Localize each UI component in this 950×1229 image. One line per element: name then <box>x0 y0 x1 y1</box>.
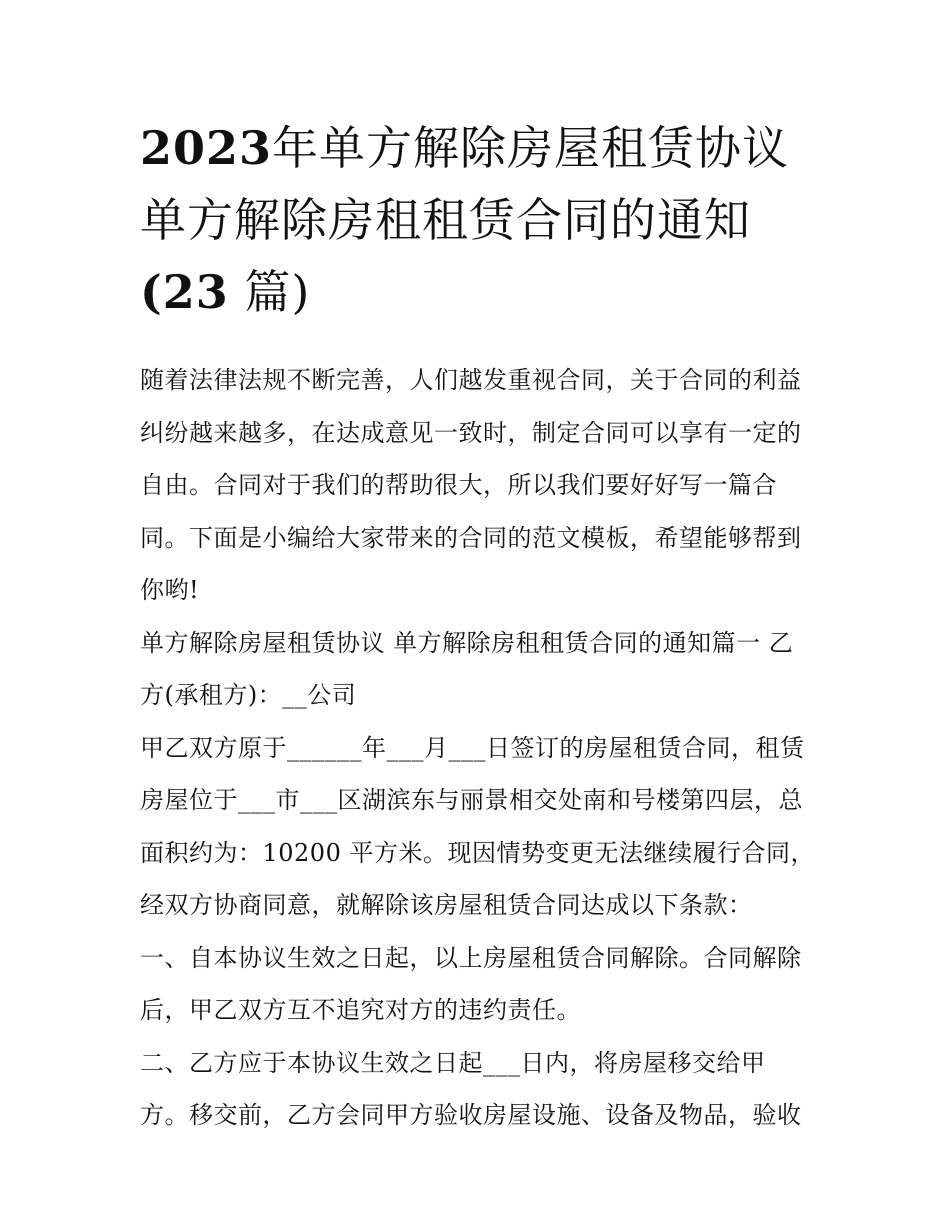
body-line: 自由。合同对于我们的帮助很大，所以我们要好好写一篇合 <box>140 471 777 499</box>
title-line-1 <box>140 112 820 184</box>
title-line-1-text: 年单方解除房屋租赁协议 <box>272 121 790 175</box>
body-line: 同。下面是小编给大家带来的合同的范文模板，希望能够帮到 <box>140 523 802 552</box>
title-line-2 <box>140 184 820 256</box>
body-line: 单方解除房屋租赁协议 单方解除房租租赁合同的通知篇一 乙 <box>140 628 794 657</box>
body-line: 甲乙双方原于______年___月___日签订的房屋租赁合同，租赁 <box>140 733 805 762</box>
document-body <box>140 354 820 1142</box>
title-line-3 <box>140 256 820 328</box>
title-year: 2023 <box>140 121 273 175</box>
title-line-3-text: 篇) <box>244 265 311 319</box>
body-line: 面积约为：10200 平方米。现因情势变更无法继续履行合同， <box>140 838 815 867</box>
body-line: 随着法律法规不断完善，人们越发重视合同，关于合同的利益 <box>140 366 802 394</box>
body-line: 一、自本协议生效之日起，以上房屋租赁合同解除。合同解除 <box>140 943 802 972</box>
body-line: 经双方协商同意，就解除该房屋租赁合同达成以下条款： <box>140 891 753 919</box>
body-line: 方(承租方)：__公司 <box>140 681 357 709</box>
body-line: 房屋位于___市___区湖滨东与丽景相交处南和号楼第四层，总 <box>140 786 803 814</box>
body-line: 后，甲乙双方互不追究对方的违约责任。 <box>140 996 581 1024</box>
body-line: 你哟! <box>140 576 200 604</box>
document-title <box>140 112 820 328</box>
title-count: (23 <box>140 265 229 319</box>
body-line: 二、乙方应于本协议生效之日起___日内，将房屋移交给甲 <box>140 1048 766 1077</box>
body-line: 方。移交前，乙方会同甲方验收房屋设施、设备及物品，验收 <box>140 1101 802 1129</box>
title-line-2-text: 单方解除房租租赁合同的通知 <box>140 193 751 247</box>
body-line: 纠纷越来越多，在达成意见一致时，制定合同可以享有一定的 <box>140 418 802 447</box>
